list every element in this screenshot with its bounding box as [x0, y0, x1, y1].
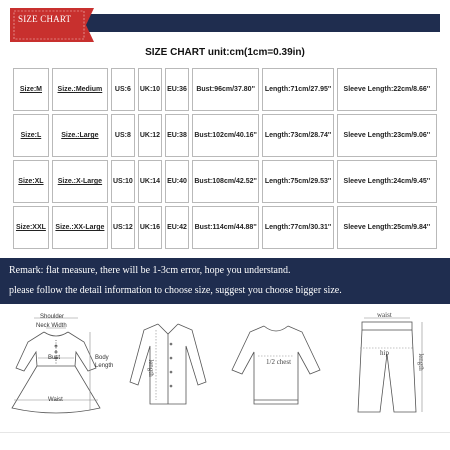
pants-icon: [342, 308, 446, 426]
chart-title: SIZE CHART unit:cm(1cm=0.39in): [145, 47, 305, 58]
eu-cell: EU:40: [165, 160, 189, 203]
sweater-measurement-diagram: [222, 308, 330, 426]
us-cell: US:12: [111, 206, 135, 249]
shirt-length-label: length: [146, 359, 155, 377]
waist-label: Waist: [48, 397, 63, 403]
waist-label-pants: waist: [377, 311, 392, 319]
eu-cell: EU:38: [165, 114, 189, 157]
table-row: [13, 114, 437, 157]
hip-label: hip: [380, 349, 389, 357]
eu-cell: EU:42: [165, 206, 189, 249]
sleeve-length-cell: Sleeve Length:24cm/9.45'': [337, 160, 437, 203]
size-cell: Size:XXL: [13, 206, 49, 249]
bust-cell: Bust:114cm/44.88'': [192, 206, 259, 249]
uk-cell: UK:12: [138, 114, 162, 157]
size-advice-text: please follow the detail information to choose size, suggest you choose bigger size.: [9, 285, 342, 296]
divider: [0, 432, 450, 433]
shoulder-label: Shoulder: [40, 314, 65, 320]
size-name-cell: Size.:Large: [52, 114, 108, 157]
uk-cell: UK:16: [138, 206, 162, 249]
shirt-icon: [122, 308, 214, 426]
size-table: [10, 65, 440, 252]
size-name-cell: Size.:Medium: [52, 68, 108, 111]
sleeve-length-cell: Sleeve Length:22cm/8.66'': [337, 68, 437, 111]
length-cell: Length:75cm/29.53'': [262, 160, 333, 203]
pants-length-label: length: [416, 353, 425, 371]
uk-cell: UK:14: [138, 160, 162, 203]
size-name-cell: Size.:XX-Large: [52, 206, 108, 249]
table-row: [13, 206, 437, 249]
uk-cell: UK:10: [138, 68, 162, 111]
half-chest-label: 1/2 chest: [266, 358, 292, 366]
size-name-cell: Size.:X-Large: [52, 160, 108, 203]
body-length-label: Body Length: [95, 355, 114, 369]
size-chart-badge: SIZE CHART: [18, 14, 72, 24]
table-row: [13, 68, 437, 111]
table-row: [13, 160, 437, 203]
us-cell: US:6: [111, 68, 135, 111]
neck-width-label: Neck Width: [36, 323, 67, 329]
sweater-icon: [222, 308, 330, 426]
size-cell: Size:M: [13, 68, 49, 111]
sleeve-length-cell: Sleeve Length:25cm/9.84'': [337, 206, 437, 249]
remark-text: Remark: flat measure, there will be 1-3cm error, hope you understand.: [9, 265, 291, 276]
length-cell: Length:77cm/30.31'': [262, 206, 333, 249]
eu-cell: EU:36: [165, 68, 189, 111]
shirt-measurement-diagram: [122, 308, 214, 426]
length-cell: Length:71cm/27.95'': [262, 68, 333, 111]
us-cell: US:10: [111, 160, 135, 203]
dress-measurement-diagram: [4, 308, 116, 426]
us-cell: US:8: [111, 114, 135, 157]
sleeve-length-cell: Sleeve Length:23cm/9.06'': [337, 114, 437, 157]
bust-cell: Bust:102cm/40.16'': [192, 114, 259, 157]
bust-cell: Bust:108cm/42.52'': [192, 160, 259, 203]
bust-cell: Bust:96cm/37.80'': [192, 68, 259, 111]
size-cell: Size:L: [13, 114, 49, 157]
size-cell: Size:XL: [13, 160, 49, 203]
bust-label: Bust: [48, 355, 61, 361]
pants-measurement-diagram: [342, 308, 446, 426]
length-cell: Length:73cm/28.74'': [262, 114, 333, 157]
